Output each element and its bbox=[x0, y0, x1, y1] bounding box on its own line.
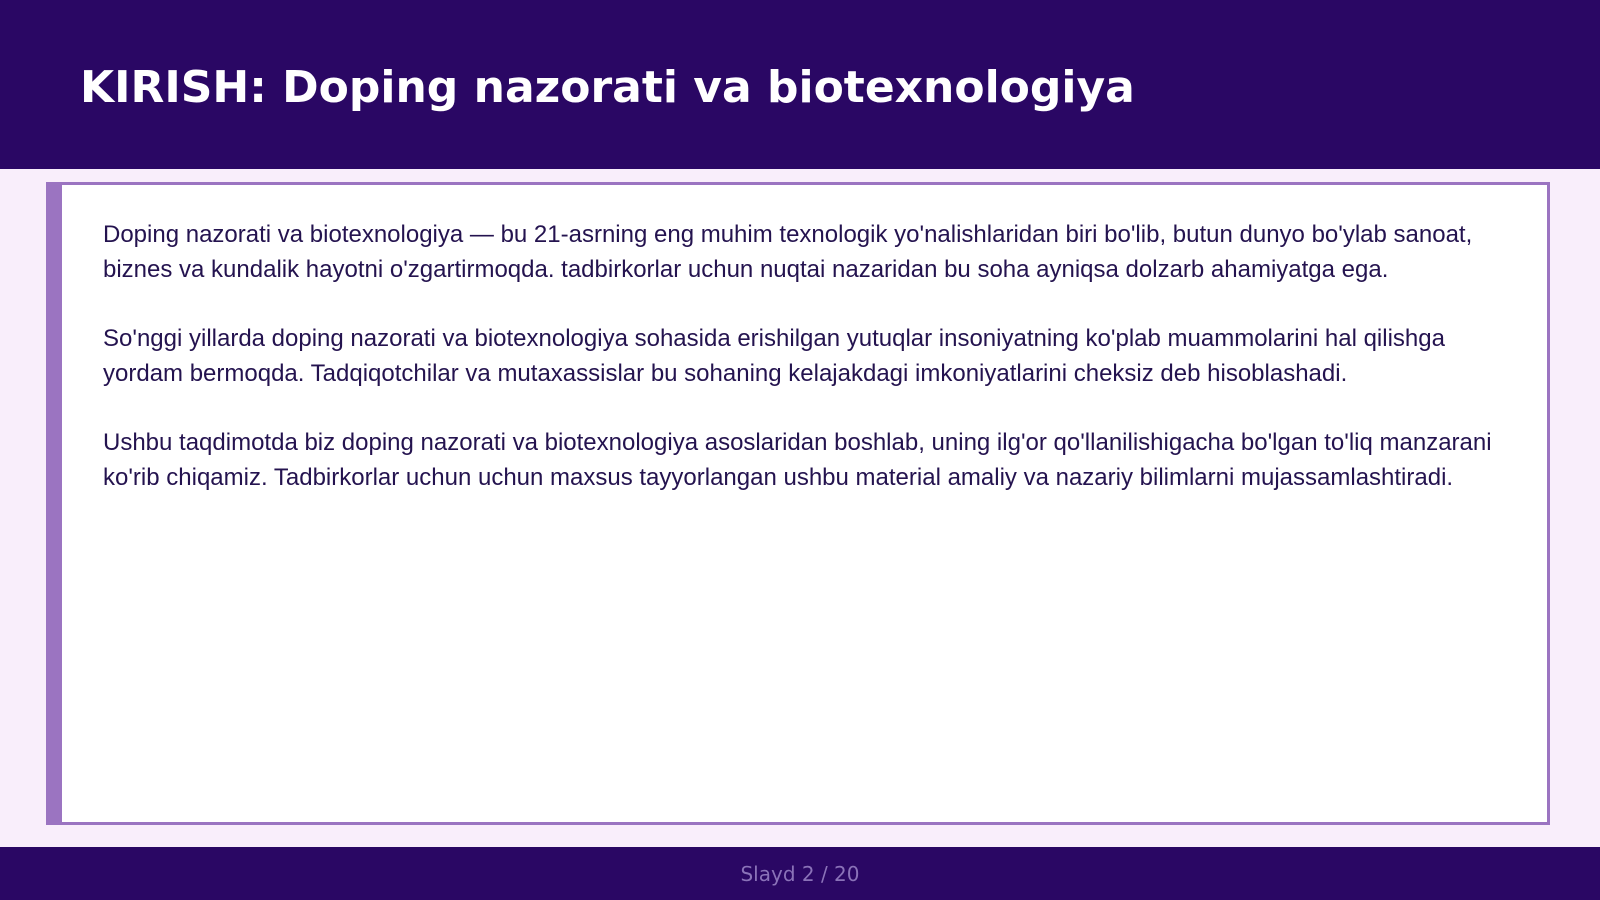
content-card bbox=[46, 182, 1550, 825]
content-body bbox=[103, 217, 1503, 529]
slide-title: KIRISH: Doping nazorati va biotexnologiya bbox=[80, 62, 1135, 113]
slide-header bbox=[0, 0, 1600, 169]
paragraph-2: So'nggi yillarda doping nazorati va biotexnologiya sohasida erishilgan yutuqlar insoniyatning ko'plab muammolarini hal qilishga yordam bermoqda. Tadqiqotchilar va mutaxassislar bu sohaning kelajakdagi imkoniyatlarini cheksiz deb hisoblashadi. bbox=[103, 325, 1445, 387]
slide-footer bbox=[0, 847, 1600, 900]
paragraph-1: Doping nazorati va biotexnologiya — bu 21-asrning eng muhim texnologik yo'nalishlaridan biri bo'lib, butun dunyo bo'ylab sanoat, biznes va kundalik hayotni o'zgartirmoqda. tadbirkorlar uchun nuqtai nazaridan bu soha ayniqsa dolzarb ahamiyatga ega. bbox=[103, 221, 1473, 283]
slide-counter: Slayd 2 / 20 bbox=[740, 862, 860, 886]
paragraph-3: Ushbu taqdimotda biz doping nazorati va biotexnologiya asoslaridan boshlab, uning ilg'or qo'llanilishigacha bo'lgan to'liq manzarani ko'rib chiqamiz. Tadbirkorlar uchun uchun maxsus tayyorlangan ushbu material amaliy va nazariy bilimlarni mujassamlashtiradi. bbox=[103, 429, 1492, 491]
